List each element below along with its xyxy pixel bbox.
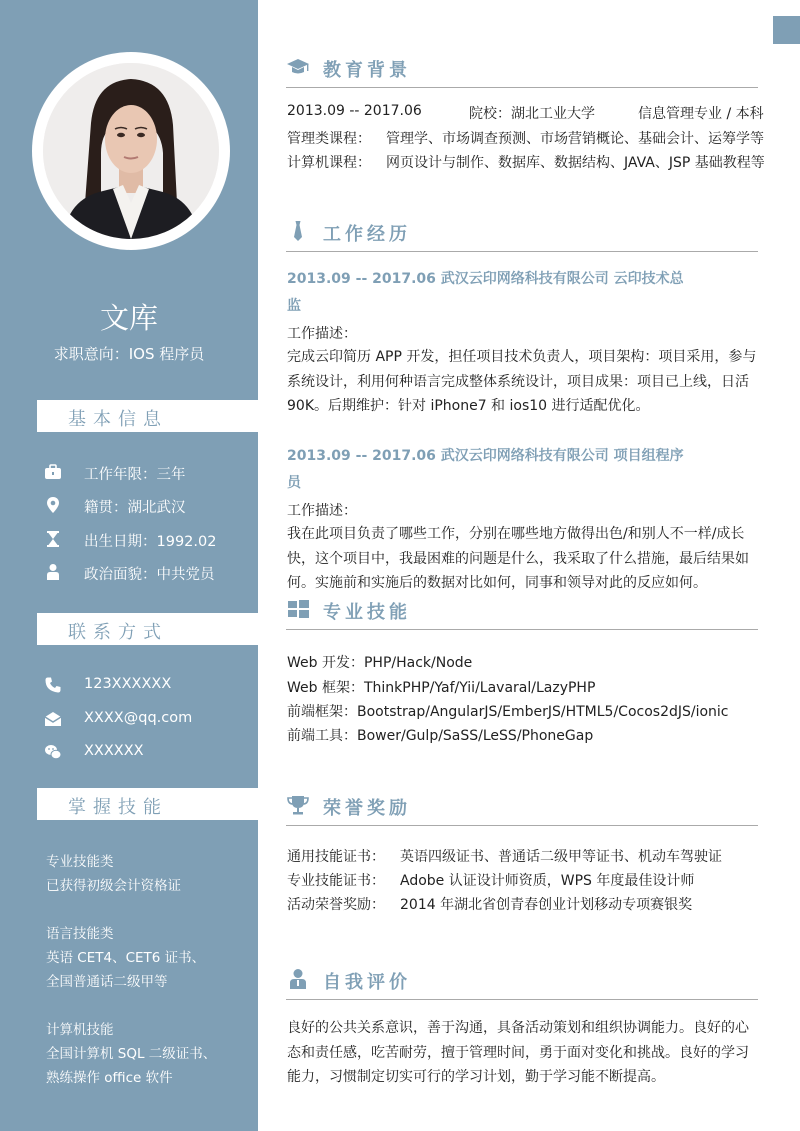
skill-group-title: 语言技能类 xyxy=(46,926,114,942)
honor-text-professional: Adobe 认证设计师资质，WPS 年度最佳设计师 xyxy=(400,873,695,889)
skill-group-title: 专业技能类 xyxy=(46,854,114,870)
info-row-experience xyxy=(44,462,258,484)
course-text-computer: 网页设计与制作、数据库、数据结构、JAVA、JSP 基础教程等 xyxy=(386,155,765,171)
info-row-political xyxy=(44,562,258,584)
education-title: 教育背景 xyxy=(323,60,411,81)
job-1-header-line: 监 xyxy=(287,298,301,314)
skill-line: 全国普通话二级甲等 xyxy=(46,974,168,990)
skill-group-title: 计算机技能 xyxy=(46,1022,114,1038)
honor-label-professional: 专业技能证书： xyxy=(287,873,385,889)
hourglass-icon xyxy=(44,530,62,548)
info-row-hometown xyxy=(44,495,258,517)
skill-line: 已获得初级会计资格证 xyxy=(46,878,181,894)
education-school: 院校：湖北工业大学 xyxy=(469,106,595,122)
honor-label-activity: 活动荣誉奖励： xyxy=(287,897,385,913)
contact-title: 联系方式 xyxy=(68,622,168,643)
info-experience: 工作年限：三年 xyxy=(84,467,186,483)
job-2-header-line: 2013.09 -- 2017.06 武汉云印网络科技有限公司 项目组程序 xyxy=(287,448,684,464)
trophy-icon xyxy=(286,794,310,816)
course-label-management: 管理类课程： xyxy=(287,131,371,147)
self-eval-text: 良好的公共关系意识，善于沟通，具备活动策划和组织协调能力。良好的心态和责任感，吃苦耐劳，擅于管理时间，勇于面对变化和挑战。良好的学习能力，习惯制定切实可行的学习计划，勤于学习能不断提高。 xyxy=(287,1020,749,1085)
job-2-desc: 我在此项目负责了哪些工作，分别在哪些地方做得出色/和别人不一样/成长快，这个项目中，我最困难的问题是什么，我采取了什么措施，最后结果如何。实施前和实施后的数据对比如何，同事和领导对此的反应如何。 xyxy=(287,526,749,591)
corner-accent-bar xyxy=(773,16,800,44)
info-political: 政治面貌：中共党员 xyxy=(84,567,215,583)
work-section-title xyxy=(286,214,758,252)
education-major: 信息管理专业 / 本科 xyxy=(638,106,764,122)
tie-icon xyxy=(286,220,310,242)
skill-group-computer xyxy=(46,1018,216,1090)
job-1-desc-label: 工作描述： xyxy=(287,326,357,342)
info-hometown: 籍贯：湖北武汉 xyxy=(84,500,186,516)
skill-line: 全国计算机 SQL 二级证书、 xyxy=(46,1046,217,1062)
skill-frontend-tools: 前端工具：Bower/Gulp/SaSS/LeSS/PhoneGap xyxy=(287,728,594,744)
avatar xyxy=(43,63,219,239)
basic-info-title: 基本信息 xyxy=(68,409,168,430)
wechat-icon xyxy=(44,743,62,761)
location-pin-icon xyxy=(44,496,62,514)
work-title: 工作经历 xyxy=(323,224,411,245)
skills-section-title xyxy=(286,592,758,630)
basic-info-header xyxy=(37,400,258,432)
job-2-header-line: 员 xyxy=(287,475,301,491)
contact-header xyxy=(37,613,258,645)
contact-phone[interactable]: 123XXXXXX xyxy=(84,676,172,692)
windows-icon xyxy=(286,598,310,620)
skill-frontend-framework: 前端框架：Bootstrap/AngularJS/EmberJS/HTML5/Cocos2dJS/ionic xyxy=(287,704,729,720)
honor-label-general: 通用技能证书： xyxy=(287,849,385,865)
education-section-title xyxy=(286,50,758,88)
job-1-desc: 完成云印简历 APP 开发，担任项目技术负责人，项目架构：项目采用，参与系统设计，利用何种语言完成整体系统设计，项目成果：项目已上线，日活 90K。后期维护：针对 iPhone7 和 ios10 进行适配优化。 xyxy=(287,349,757,414)
skills-section-heading: 专业技能 xyxy=(323,602,411,623)
contact-row-email xyxy=(44,709,258,731)
self-eval-title: 自我评价 xyxy=(323,972,411,993)
skill-line: 英语 CET4、CET6 证书、 xyxy=(46,950,206,966)
skill-web-framework: Web 框架：ThinkPHP/Yaf/Yii/Lavaral/LazyPHP xyxy=(287,680,596,696)
portrait-image xyxy=(43,63,219,239)
info-row-birthdate xyxy=(44,529,258,551)
contact-wechat[interactable]: XXXXXX xyxy=(84,743,144,759)
skills-title: 掌握技能 xyxy=(68,797,168,818)
briefcase-icon xyxy=(44,463,62,481)
contact-email[interactable]: XXXX@qq.com xyxy=(84,710,193,726)
job-1-header-line: 2013.09 -- 2017.06 武汉云印网络科技有限公司 云印技术总 xyxy=(287,271,684,287)
skill-line: 熟练操作 office 软件 xyxy=(46,1070,173,1086)
sidebar xyxy=(0,0,258,1131)
honor-text-activity: 2014 年湖北省创青春创业计划移动专项赛银奖 xyxy=(400,897,693,913)
skill-group-professional xyxy=(46,850,181,898)
job-objective: 求职意向：IOS 程序员 xyxy=(53,345,205,363)
avatar-ring xyxy=(32,52,230,250)
education-period: 2013.09 -- 2017.06 xyxy=(287,103,422,119)
honors-section-title xyxy=(286,788,758,826)
job-2-desc-label: 工作描述： xyxy=(287,503,357,519)
honors-title: 荣誉奖励 xyxy=(323,798,411,819)
contact-row-phone xyxy=(44,675,258,697)
honor-text-general: 英语四级证书、普通话二级甲等证书、机动车驾驶证 xyxy=(400,849,722,865)
skill-group-language xyxy=(46,922,205,994)
mail-icon xyxy=(44,710,62,728)
info-birthdate: 出生日期：1992.02 xyxy=(84,534,217,550)
graduation-cap-icon xyxy=(286,56,310,78)
skill-web-dev: Web 开发：PHP/Hack/Node xyxy=(287,655,473,671)
self-eval-section-title xyxy=(286,962,758,1000)
course-label-computer: 计算机课程： xyxy=(287,155,371,171)
contact-row-wechat xyxy=(44,742,258,764)
user-icon xyxy=(286,968,310,990)
candidate-name: 文库 xyxy=(99,301,158,335)
skills-header xyxy=(37,788,258,820)
job-1-header xyxy=(287,268,757,315)
person-icon xyxy=(44,563,62,581)
phone-icon xyxy=(44,676,62,694)
job-2-header xyxy=(287,445,757,492)
course-text-management: 管理学、市场调查预测、市场营销概论、基础会计、运筹学等 xyxy=(386,131,764,147)
